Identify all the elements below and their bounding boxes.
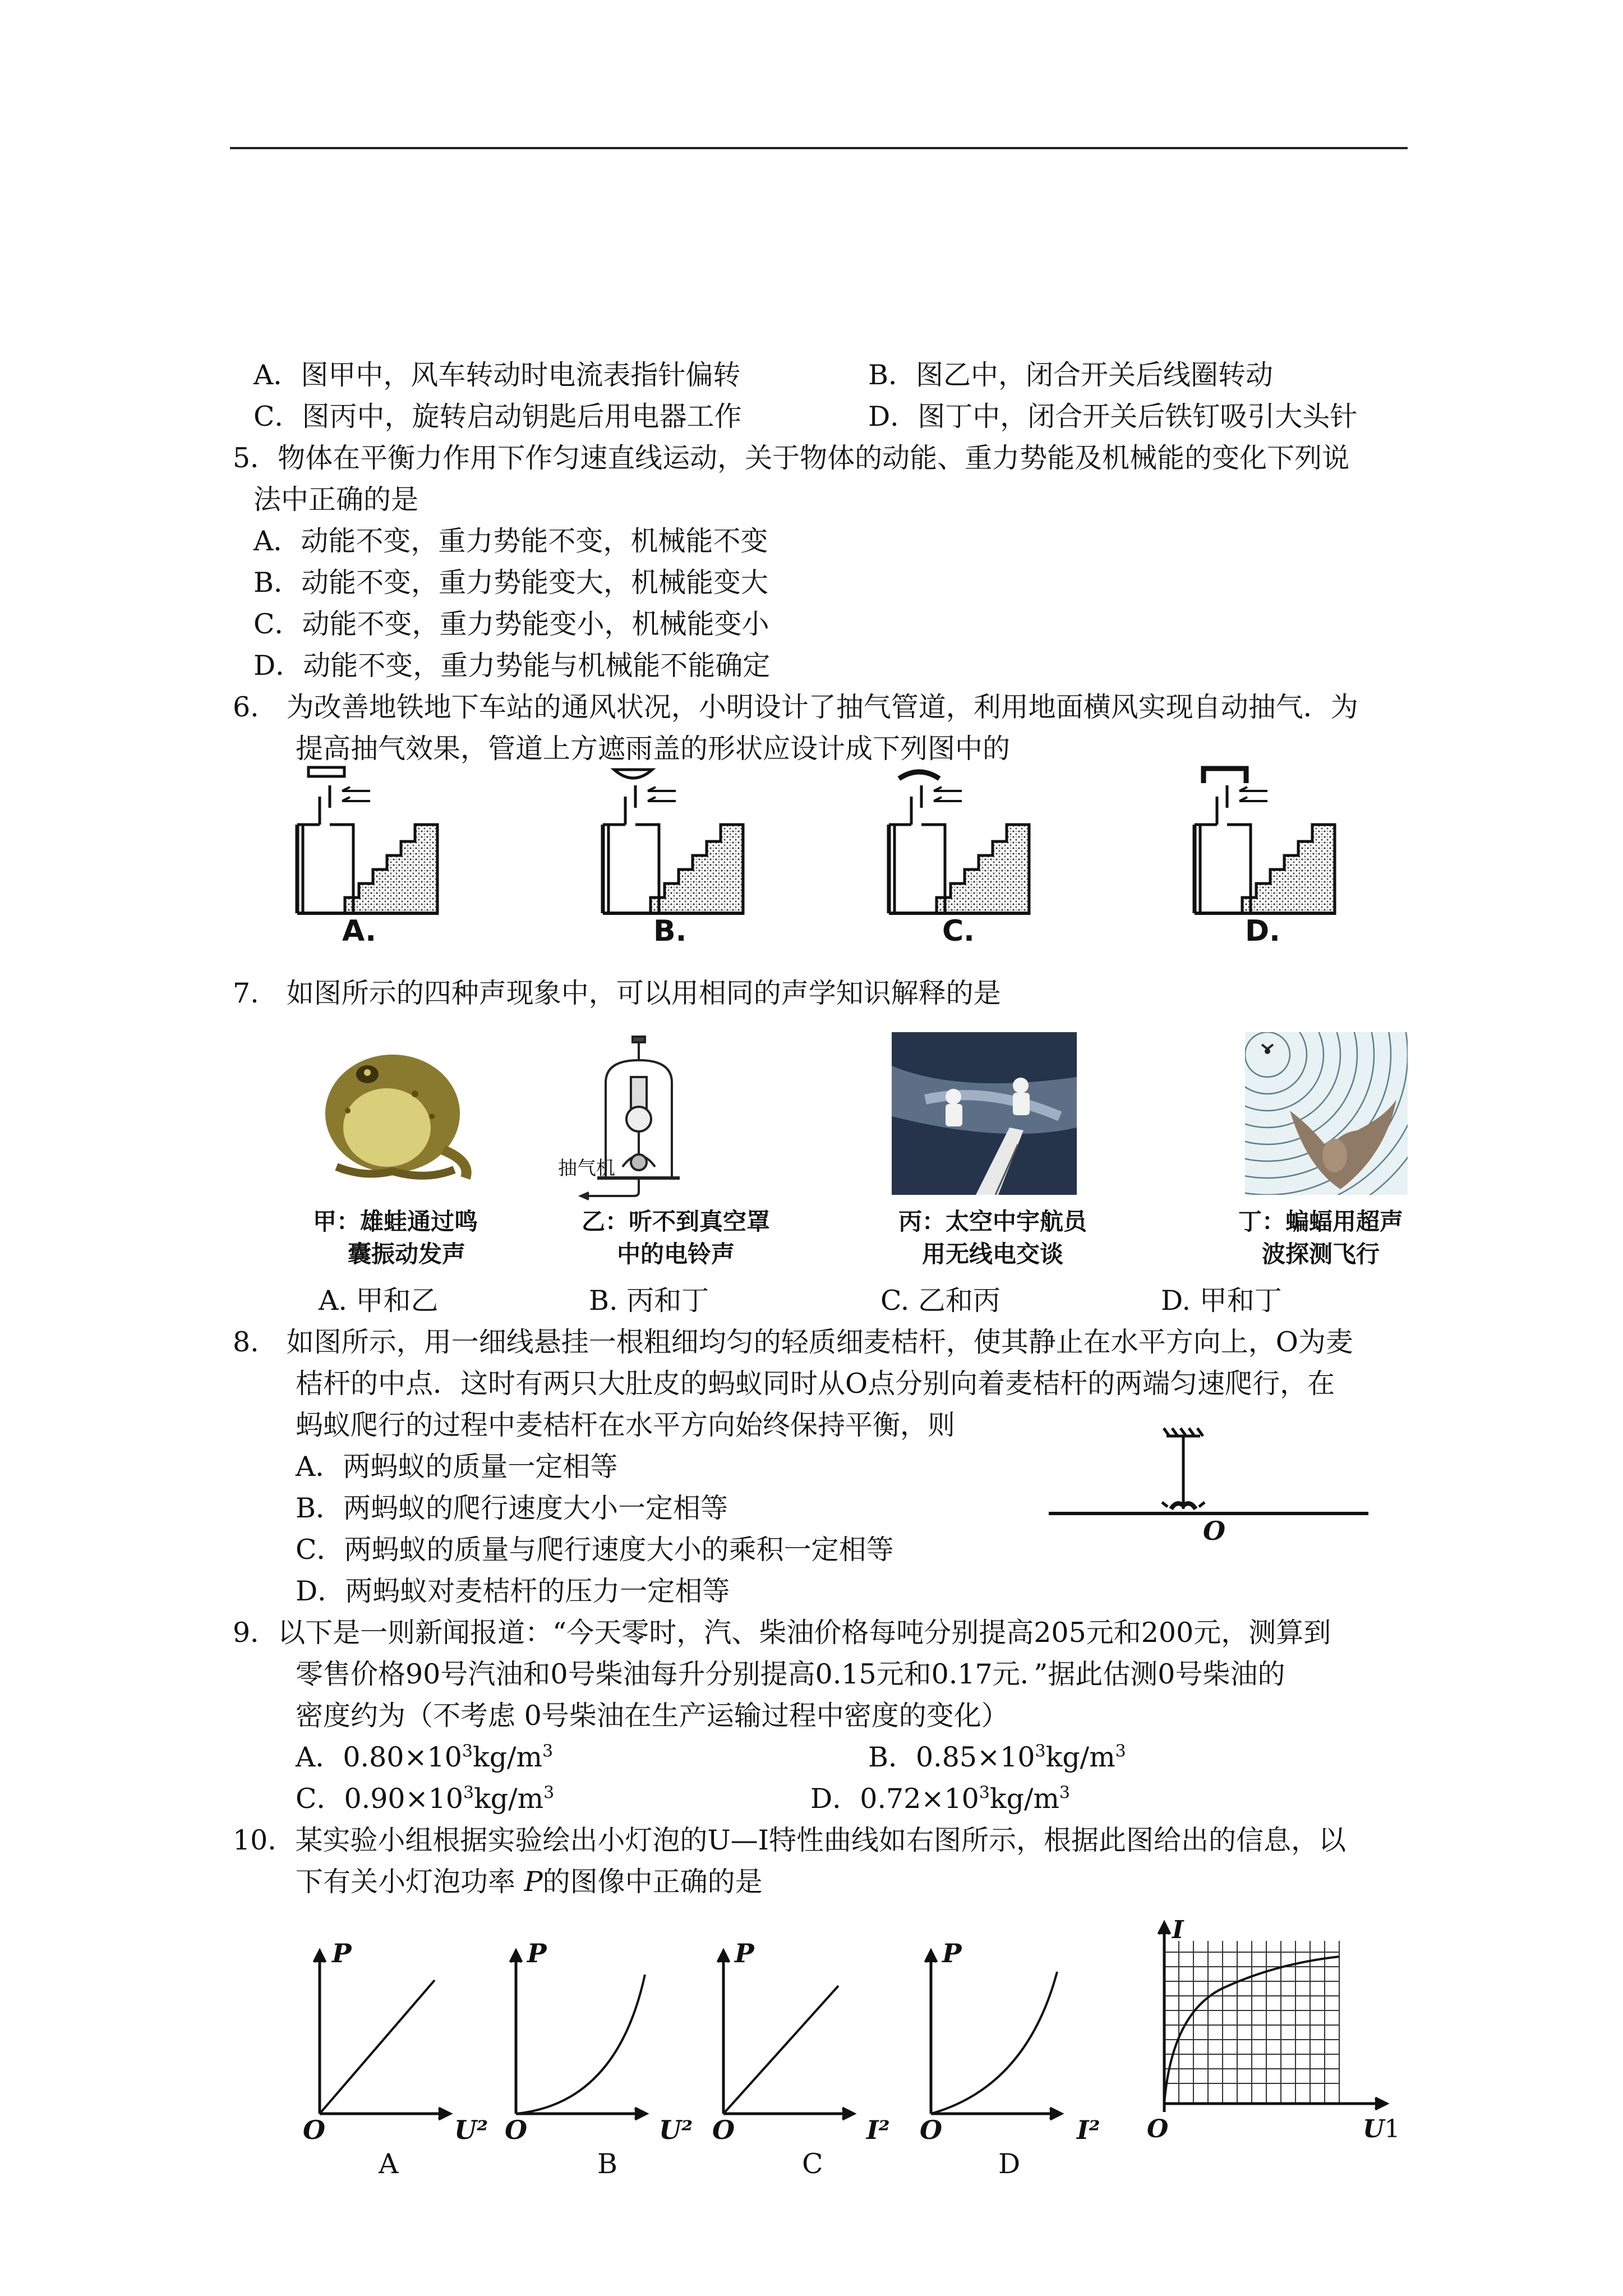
q6-figures <box>280 763 1402 931</box>
q6-stem-line2: 提高抽气效果，管道上方遮雨盖的形状应设计成下列图中的 <box>296 733 1011 765</box>
bat-image <box>1245 1032 1408 1195</box>
q5-stem-line2: 法中正确的是 <box>253 484 419 516</box>
q4-option-a: A．图甲中，风车转动时电流表指针偏转 <box>253 359 741 391</box>
graph-d-origin: O <box>920 2115 943 2145</box>
q8-stem-line1: 8. 如图所示，用一细线悬挂一根粗细均匀的轻质细麦桔杆，使其静止在水平方向上，O为麦 <box>233 1326 1353 1358</box>
astronaut-caption-line1: 丙：太空中宇航员 <box>898 1208 1087 1235</box>
q5-option-c: C．动能不变，重力势能变小，机械能变小 <box>253 608 769 640</box>
ui-graph-x-label: U1 <box>1363 2115 1400 2143</box>
q10-stem-line1: 10．某实验小组根据实验绘出小灯泡的U—I特性曲线如右图所示，根据此图给出的信息，以 <box>233 1824 1347 1856</box>
bell-caption-line2: 中的电铃声 <box>616 1240 735 1268</box>
q10-stem-line2: 下有关小灯泡功率 P的图像中正确的是 <box>296 1866 763 1898</box>
graph-a-origin: O <box>303 2115 326 2145</box>
frog-caption-line2: 囊振动发声 <box>347 1240 465 1268</box>
q7-option-a: A. 甲和乙 <box>319 1285 439 1317</box>
graph-c-caption: C <box>802 2148 823 2180</box>
q8-option-d: D．两蚂蚁对麦桔杆的压力一定相等 <box>296 1575 730 1607</box>
ui-graph-y-label: I <box>1172 1916 1184 1944</box>
q5-option-a: A．动能不变，重力势能不变，机械能不变 <box>253 525 768 557</box>
graph-c-y-label: P <box>735 1938 754 1968</box>
q7-option-d: D. 甲和丁 <box>1161 1285 1282 1317</box>
q4-option-c: C．图丙中，旋转启动钥匙后用电器工作 <box>253 401 742 432</box>
q6-stem-line1: 6. 为改善地铁地下车站的通风状况，小明设计了抽气管道，利用地面横风实现自动抽气．为 <box>233 691 1358 723</box>
graph-d-x-label: I² <box>1077 2115 1100 2145</box>
q8-option-a: A．两蚂蚁的质量一定相等 <box>296 1451 618 1483</box>
q9-option-d: D．$0.72\times 10^3kg/m^3$ <box>810 1783 1071 1815</box>
q8-option-c: C．两蚂蚁的质量与爬行速度大小的乘积一定相等 <box>296 1534 894 1566</box>
graph-c-x-label: I² <box>866 2115 890 2145</box>
astronauts-image <box>892 1032 1077 1195</box>
q9-option-b: B．$0.85\times 10^3kg/m^3$ <box>868 1741 1126 1773</box>
graph-a-caption: A <box>379 2148 399 2180</box>
bat-caption-line1: 丁：蝙蝠用超声 <box>1238 1208 1403 1235</box>
q4-option-b: B．图乙中，闭合开关后线圈转动 <box>868 359 1274 391</box>
graph-d-y-label: P <box>942 1938 962 1968</box>
q6-label-b: B. <box>653 914 687 948</box>
frog-caption-line1: 甲：雄蛙通过鸣 <box>312 1208 478 1235</box>
header-rule <box>230 147 1408 149</box>
q9-option-c: C．$0.90\times 10^3kg/m^3$ <box>296 1783 555 1815</box>
q6-label-d: D. <box>1245 914 1280 948</box>
q9-stem-line2: 零售价格90号汽油和0号柴油每升分别提高0.15元和0.17元．”据此估测0号柴油的 <box>296 1658 1285 1690</box>
q5-option-b: B．动能不变，重力势能变大，机械能变大 <box>253 567 769 599</box>
graph-a-y-label: P <box>332 1938 352 1968</box>
bat-caption-line2: 波探测飞行 <box>1261 1240 1380 1268</box>
q7-option-b: B. 丙和丁 <box>589 1285 709 1317</box>
q5-option-d: D．动能不变，重力势能与机械能不能确定 <box>253 650 771 682</box>
q7-option-c: C. 乙和丙 <box>880 1285 1000 1317</box>
q8-option-b: B．两蚂蚁的爬行速度大小一定相等 <box>296 1492 728 1524</box>
graph-b-x-label: U² <box>659 2115 693 2145</box>
graph-b-origin: O <box>505 2115 528 2145</box>
q8-stem-line2: 桔杆的中点．这时有两只大肚皮的蚂蚁同时从O点分别向着麦桔杆的两端匀速爬行，在 <box>296 1368 1335 1400</box>
q7-stem: 7. 如图所示的四种声现象中，可以用相同的声学知识解释的是 <box>233 977 1001 1009</box>
bell-caption-line1: 乙：听不到真空罩 <box>581 1208 770 1235</box>
pivot-o-label: O <box>1203 1516 1226 1546</box>
ui-graph-origin: O <box>1147 2115 1169 2143</box>
q9-stem-line1: 9．以下是一则新闻报道：“今天零时，汽、柴油价格每吨分别提高205元和200元，测算到 <box>233 1617 1331 1649</box>
q9-option-a: A．$0.80\times 10^3kg/m^3$ <box>296 1741 554 1773</box>
q6-label-c: C. <box>942 914 975 948</box>
graph-b-y-label: P <box>527 1938 547 1968</box>
graph-a-x-label: U² <box>454 2115 488 2145</box>
frog-image <box>308 1043 477 1189</box>
graph-b-caption: B <box>597 2148 618 2180</box>
pump-label: 抽气机 <box>558 1157 615 1180</box>
ui-characteristic-graph <box>1150 1918 1396 2132</box>
astronaut-caption-line2: 用无线电交谈 <box>921 1240 1063 1268</box>
q6-label-a: A. <box>342 914 376 948</box>
graph-d-caption: D <box>998 2148 1021 2180</box>
graph-c-origin: O <box>712 2115 735 2145</box>
q4-option-d: D．图丁中，闭合开关后铁钉吸引大头针 <box>868 401 1358 432</box>
q8-stem-line3: 蚂蚁爬行的过程中麦桔杆在水平方向始终保持平衡，则 <box>296 1409 956 1441</box>
q9-stem-line3: 密度约为（不考虑 0号柴油在生产运输过程中密度的变化） <box>296 1700 1009 1732</box>
q5-stem-line1: 5．物体在平衡力作用下作匀速直线运动，关于物体的动能、重力势能及机械能的变化下列说 <box>233 442 1350 474</box>
